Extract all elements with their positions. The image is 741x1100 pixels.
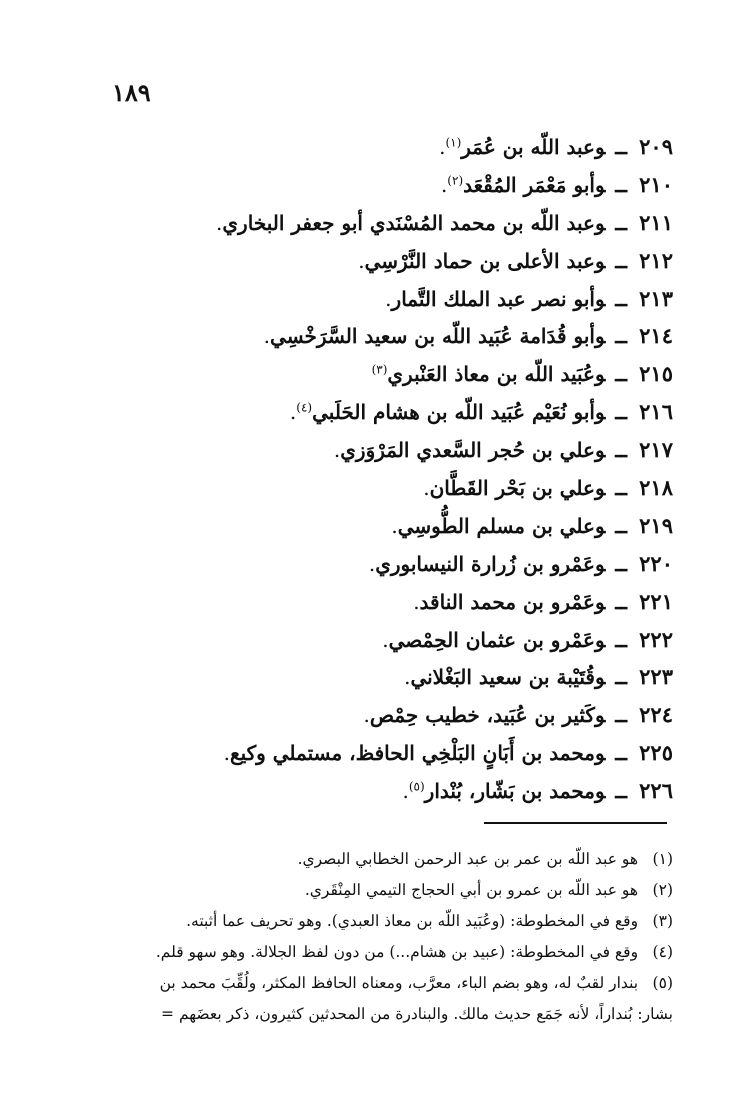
entry-text: ومحمد بن أَبَانٍ البَلْخِي الحافظ، مستملي وكيع	[229, 741, 606, 766]
entry-number: ٢٢٥	[639, 740, 673, 766]
footnote-divider	[484, 822, 667, 824]
entry-text: وعبد الأعلى بن حماد النَّرْسِي	[364, 248, 606, 273]
entry-text: وعبد اللّه بن محمد المُسْنَدي أبو جعفر البخاري	[222, 210, 606, 235]
list-item: ٢١٥ــوعُبَيد اللّه بن معاذ العَنْبري$^{(٣)}$	[113, 355, 673, 393]
entry-text: وأبو قُدَامة عُبَيد اللّه بن سعيد السَّرَخْسِي	[270, 324, 606, 349]
entry-number: ٢٢٠	[639, 550, 673, 576]
footnotes-list	[63, 844, 673, 1030]
footnote-ref: (٣)	[371, 362, 388, 377]
entry-number: ٢٠٩	[639, 134, 673, 159]
list-item: ٢١٢ــوعبد الأعلى بن حماد النَّرْسِي.	[113, 242, 673, 280]
footnote-number: (٣)	[652, 912, 673, 930]
footnote-text: هو عبد اللّه بن عمر بن عبد الرحمن الخطابي البصري.	[297, 850, 639, 868]
list-item: ٢١١ــوعبد اللّه بن محمد المُسْنَدي أبو جعفر البخاري.	[113, 204, 673, 242]
entry-text: وكَثير بن عُبَيد، خطيب حِمْص	[369, 703, 606, 728]
entry-number: ٢٢٣	[639, 664, 673, 690]
entry-text: وعلي بن بَحْر القَطَّان	[429, 476, 606, 501]
entry-text: وعَمْرو بن زُرارة النيسابوري	[375, 551, 606, 576]
entry-number: ٢١١	[639, 209, 673, 235]
footnote-number: (٥)	[652, 974, 673, 992]
list-item: ٢١٦ــوأبو نُعَيْم عُبَيد اللّه بن هشام الحَلَبي$^{(٤)}$.	[113, 393, 673, 431]
footnote-text: هو عبد اللّه بن عمرو بن أبي الحجاج التيمي المِنْقَري.	[304, 881, 639, 899]
list-item: ٢١٠ــوأبو مَعْمَر المُقْعَد$^{(٢)}$.	[113, 166, 673, 204]
footnote-ref: (٥)	[408, 779, 425, 794]
footnote-number: (١)	[652, 850, 673, 868]
footnote-ref: (٤)	[296, 400, 313, 415]
footnote-ref: (٢)	[447, 173, 464, 188]
entry-text: وقُتَيْبة بن سعيد البَغْلاني	[410, 665, 606, 690]
footnote-number: (٢)	[652, 881, 673, 899]
list-item: ٢٠٩ــوعبد اللّه بن عُمَر$^{(١)}$.	[113, 128, 673, 166]
entry-number: ٢١٤	[639, 323, 673, 349]
list-item: ٢٢٢ــوعَمْرو بن عثمان الحِمْصي.	[113, 621, 673, 659]
list-item: ٢٢٠ــوعَمْرو بن زُرارة النيسابوري.	[113, 545, 673, 583]
entry-number: ٢٢٦	[639, 778, 673, 804]
entry-text: وعلي بن مسلم الطُّوسِي	[397, 513, 606, 538]
entry-text: وعبد اللّه بن عُمَر	[461, 135, 606, 159]
entry-number: ٢١٩	[639, 512, 673, 538]
entry-text: ومحمد بن بَشّار، بُنْدار	[424, 779, 606, 804]
list-item: ٢٢٦ــومحمد بن بَشّار، بُنْدار$^{(٥)}$.	[113, 772, 673, 810]
list-item: ٢١٨ــوعلي بن بَحْر القَطَّان.	[113, 469, 673, 507]
footnote-number: (٤)	[652, 943, 673, 961]
entry-number: ٢٢٢	[639, 626, 673, 652]
list-item: ٢٢٥ــومحمد بن أَبَانٍ البَلْخِي الحافظ، مستملي وكيع.	[113, 734, 673, 772]
footnote	[63, 968, 673, 999]
entry-number: ٢١٣	[639, 285, 673, 311]
list-item: ٢١٣ــوأبو نصر عبد الملك التَّمار.	[113, 280, 673, 318]
list-item: ٢١٧ــوعلي بن حُجر السَّعدي المَرْوَزي.	[113, 431, 673, 469]
footnote	[63, 937, 673, 968]
footnote-continuation: بشار: بُنداراً، لأنه جَمَع حديث مالك. والبنادرة من المحدثين كثيرون، ذكر بعضَهم =	[161, 1005, 673, 1023]
entry-number: ٢١٦	[639, 399, 673, 425]
entry-number: ٢١٠	[639, 171, 673, 197]
list-item: ٢٢١ــوعَمْرو بن محمد الناقد.	[113, 583, 673, 621]
entry-text: وعُبَيد اللّه بن معاذ العَنْبري	[387, 362, 606, 387]
entry-text: وعلي بن حُجر السَّعدي المَرْوَزي	[340, 438, 606, 463]
footnote	[63, 875, 673, 906]
footnote-text: وقع في المخطوطة: (عبيد بن هشام...) من دون لفظ الجلالة. وهو سهو قلم.	[155, 943, 639, 961]
entry-number: ٢٢٤	[639, 702, 673, 728]
entry-text: وعَمْرو بن عثمان الحِمْصي	[388, 627, 606, 652]
list-item: ٢٢٣ــوقُتَيْبة بن سعيد البَغْلاني.	[113, 658, 673, 696]
entry-text: وعَمْرو بن محمد الناقد	[419, 589, 606, 614]
entry-number: ٢١٢	[639, 247, 673, 273]
page-number: ١٨٩	[112, 78, 151, 107]
entry-number: ٢١٥	[639, 361, 673, 387]
footnote-text: بندار لقبٌ له، وهو بضم الباء، معرَّب، ومعناه الحافظ المكثر، ولُقِّبَ محمد بن	[159, 974, 639, 992]
list-item: ٢٢٤ــوكَثير بن عُبَيد، خطيب حِمْص.	[113, 696, 673, 734]
footnote	[63, 906, 673, 937]
entries-list	[113, 128, 673, 810]
entry-number: ٢٢١	[639, 588, 673, 614]
footnote-text: وقع في المخطوطة: (وعُبَيد اللّه بن معاذ العبدي). وهو تحريف عما أثبته.	[186, 912, 639, 930]
entry-text: وأبو مَعْمَر المُقْعَد	[463, 172, 606, 197]
entry-number: ٢١٨	[639, 475, 673, 501]
entry-number: ٢١٧	[639, 437, 673, 463]
list-item: ٢١٩ــوعلي بن مسلم الطُّوسِي.	[113, 507, 673, 545]
footnote-ref: (١)	[445, 135, 462, 150]
list-item: ٢١٤ــوأبو قُدَامة عُبَيد اللّه بن سعيد السَّرَخْسِي.	[113, 317, 673, 355]
entry-text: وأبو نُعَيْم عُبَيد اللّه بن هشام الحَلَبي	[312, 400, 606, 425]
footnote	[63, 844, 673, 875]
entry-text: وأبو نصر عبد الملك التَّمار	[391, 286, 606, 311]
